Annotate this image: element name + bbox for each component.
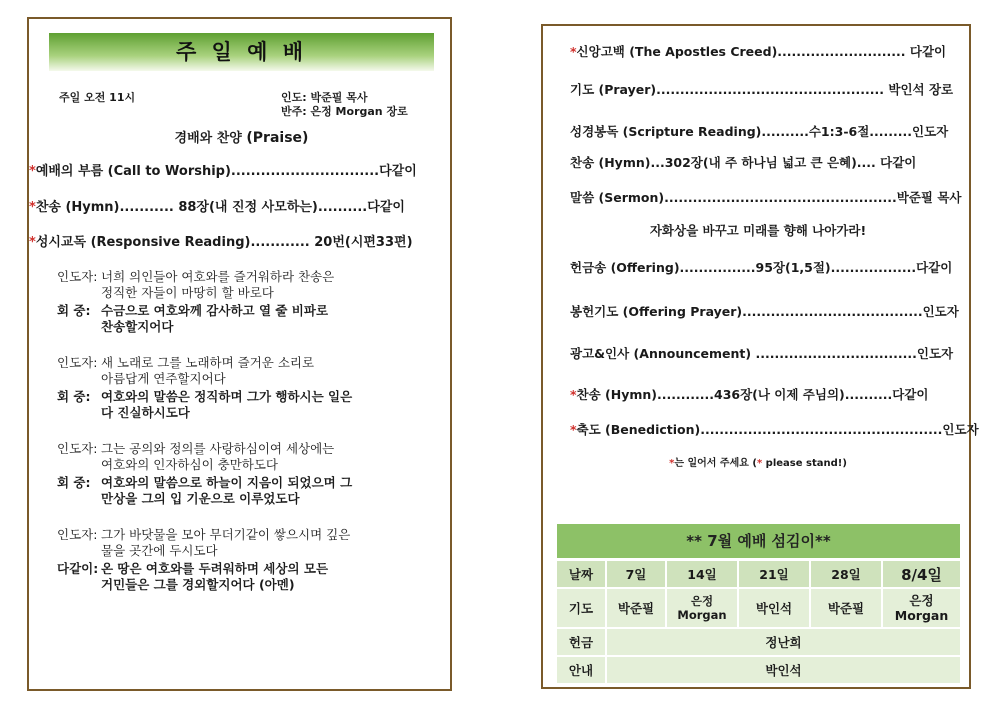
table-row xyxy=(557,629,960,655)
response-line: 회 중: 여호와의 말씀으로 하늘이 지음이 되었으며 그 만상을 그의 입 기운으로 이루었도다 xyxy=(57,475,353,506)
accompanist-info: 반주: 은정 Morgan 장로 xyxy=(281,105,408,118)
table-row xyxy=(557,657,960,683)
order-item: 헌금송 (Offering)................95장(1,5절)..................다같이 xyxy=(570,260,953,275)
leader-line: 인도자: 그가 바닷물을 모아 무더기같이 쌓으시며 깊은 물을 곳간에 두시도다 xyxy=(57,527,351,558)
response-line: 회 중: 수금으로 여호와께 감사하고 열 줄 비파로 찬송할지어다 xyxy=(57,303,329,334)
order-item: 말씀 (Sermon).................................................박준필 목사 xyxy=(570,190,962,205)
table-cell: 8/4일 xyxy=(883,561,960,587)
response-line: 회 중: 여호와의 말씀은 정직하며 그가 행하시는 일은 다 진실하시도다 xyxy=(57,389,353,420)
sermon-title: 자화상을 바꾸고 미래를 향해 나아가라! xyxy=(649,223,867,238)
order-item: *찬송 (Hymn)............436장(나 이제 주님의)..........다같이 xyxy=(570,387,929,402)
table-cell: 박인석 xyxy=(739,589,809,627)
schedule-table xyxy=(557,561,960,685)
schedule-title: ** 7월 예배 섬김이** xyxy=(557,524,960,558)
table-cell: 박준필 xyxy=(811,589,881,627)
leader-line: 인도자: 너희 의인들아 여호와를 즐거워하라 찬송은 정직한 자들이 마땅히 할 바로다 xyxy=(57,269,335,300)
response-line: 다같이: 온 땅은 여호와를 두려워하며 세상의 모든 거민들은 그를 경외할지어다 (아멘) xyxy=(57,561,329,592)
bulletin-left-page xyxy=(27,17,452,691)
order-item: 기도 (Prayer)................................................ 박인석 장로 xyxy=(570,82,954,97)
order-item: 찬송 (Hymn)...302장(내 주 하나님 넓고 큰 은혜).... 다같이 xyxy=(570,155,917,170)
leader-line: 인도자: 그는 공의와 정의를 사랑하심이여 세상에는 여호와의 인자하심이 충만하도다 xyxy=(57,441,335,472)
table-row xyxy=(557,589,960,627)
leader-info: 인도: 박준필 목사 xyxy=(281,91,368,104)
table-cell: 14일 xyxy=(667,561,737,587)
service-time: 주일 오전 11시 xyxy=(59,91,136,104)
bulletin-right-page xyxy=(541,24,979,689)
table-cell: 은정 Morgan xyxy=(883,589,960,627)
order-item: *찬송 (Hymn)........... 88장(내 진정 사모하는)..........다같이 xyxy=(29,200,405,215)
table-cell: 안내 xyxy=(557,657,605,683)
order-item: 봉헌기도 (Offering Prayer)......................................인도자 xyxy=(570,304,959,319)
order-item: 광고&인사 (Announcement) ..................................인도자 xyxy=(570,346,954,361)
order-item: *성시교독 (Responsive Reading)............ 20번(시편33편) xyxy=(29,235,413,250)
table-cell: 은정 Morgan xyxy=(667,589,737,627)
table-cell: 정난희 xyxy=(607,629,960,655)
table-cell: 7일 xyxy=(607,561,665,587)
table-cell: 21일 xyxy=(739,561,809,587)
order-item: *예배의 부름 (Call to Worship)..............................다같이 xyxy=(29,164,417,179)
table-cell: 28일 xyxy=(811,561,881,587)
praise-heading: 경배와 찬양 (Praise) xyxy=(174,130,309,146)
leader-line: 인도자: 새 노래로 그를 노래하며 즐거운 소리로 아름답게 연주할지어다 xyxy=(57,355,315,386)
table-row xyxy=(557,561,960,587)
order-item: 성경봉독 (Scripture Reading)..........수1:3-6절.........인도자 xyxy=(570,124,949,139)
table-cell: 헌금 xyxy=(557,629,605,655)
order-item: *축도 (Benediction)...................................................인도자 xyxy=(570,422,979,437)
table-cell: 기도 xyxy=(557,589,605,627)
stand-note: *는 일어서 주세요 (* please stand!) xyxy=(669,458,847,469)
service-title: 주 일 예 배 xyxy=(49,33,434,71)
order-item: *신앙고백 (The Apostles Creed)........................... 다같이 xyxy=(570,44,947,59)
table-cell: 날짜 xyxy=(557,561,605,587)
table-cell: 박인석 xyxy=(607,657,960,683)
table-cell: 박준필 xyxy=(607,589,665,627)
